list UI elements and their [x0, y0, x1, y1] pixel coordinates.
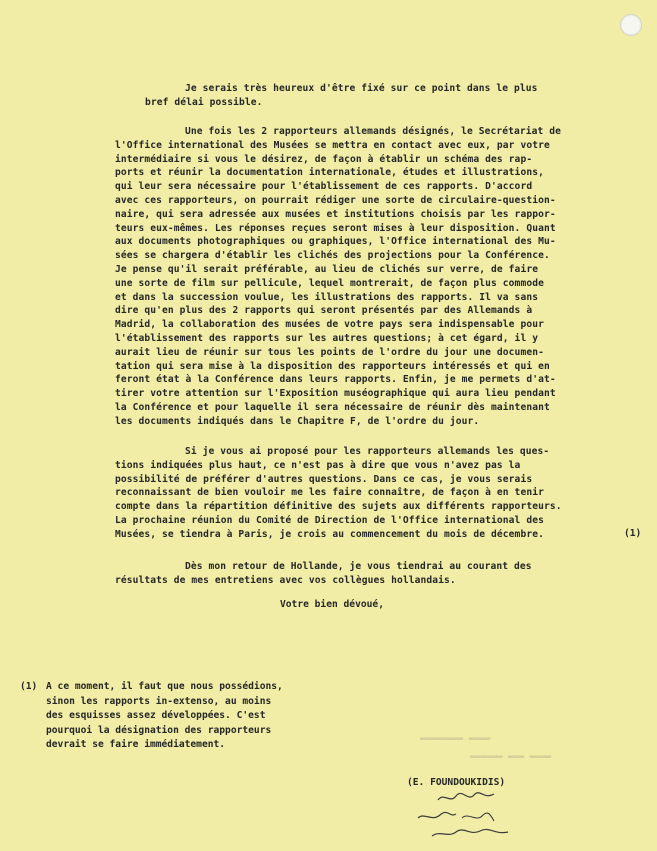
text-line: qui leur sera nécessaire pour l'établissement de ces rapports. D'accord [115, 181, 533, 193]
text-line: avec ces rapporteurs, on pourrait rédiger une sorte de circulaire-question- [115, 194, 556, 206]
text-line: l'établissement des rapports sur les autres questions; à cet égard, il y [115, 332, 539, 344]
signature-name: (E. FOUNDOUKIDIS) [407, 777, 506, 788]
paragraph-2 [115, 125, 562, 429]
text-line: naire, qui sera adressée aux musées et institutions choisis par les rappor- [115, 208, 556, 220]
handwritten-signature [410, 788, 520, 846]
text-line: Musées, se tiendra à Paris, je crois au commencement du mois de décembre. [115, 528, 544, 540]
text-line: dire qu'en plus des 2 rapports qui seront présentés par des Allemands à [115, 305, 533, 317]
text-line: bref délai possible. [145, 96, 263, 108]
footnote-line: des esquisses assez développées. C'est [46, 710, 266, 721]
footnote-line: A ce moment, il faut que nous possédions, [46, 681, 283, 692]
text-line: sées se chargera d'établir les clichés des projections pour la Conférence. [115, 250, 550, 262]
text-line: Je serais très heureux d'être fixé sur ce point dans le plus [185, 83, 538, 94]
text-line: intermédiaire si vous le désirez, de façon à établir un schéma des rap- [115, 153, 533, 165]
footnote-line: devrait se faire immédiatement. [46, 739, 226, 750]
text-line: résultats de mes entretiens avec vos collègues hollandais. [115, 574, 456, 586]
text-line: compte dans la répartition définitive des sujets aux différents rapporteurs. [115, 501, 562, 513]
text-line: Dès mon retour de Hollande, je vous tiendrai au courant des [185, 561, 532, 572]
text-line: teurs eux-mêmes. Les réponses reçues seront mises à leur disposition. Quant [115, 222, 556, 234]
closing-salutation: Votre bien dévoué, [280, 599, 384, 610]
text-line: Une fois les 2 rapporteurs allemands désignés, le Secrétariat de [185, 126, 562, 137]
text-line: aux documents photographiques ou graphiques, l'Office international des Mu- [115, 236, 556, 248]
footnote-line: sinon les rapports in-extenso, au moins [46, 695, 272, 707]
text-line: Madrid, la collaboration des musées de votre pays sera indispensable pour [115, 319, 544, 331]
footnote [20, 680, 283, 753]
text-line: la Conférence et pour laquelle il sera nécessaire de réunir dès maintenant [115, 401, 550, 413]
text-line: tirer votre attention sur l'Exposition muséographique qui aura lieu pendant [115, 388, 556, 400]
text-line: ports et réunir la documentation internationale, études et illustrations, [115, 167, 544, 179]
bleed-through-mark: ▬▬▬▬▬▬▬▬ ▬▬▬▬ [420, 734, 491, 744]
text-line: tation qui sera mise à la disposition des rapporteurs intéressés et qui en [115, 360, 550, 372]
paragraph-4 [115, 560, 532, 588]
text-line: aurait lieu de réunir sur tous les points de l'ordre du jour une documen- [115, 346, 544, 358]
footnote-line: pourquoi la désignation des rapporteurs [46, 724, 272, 736]
text-line: Si je vous ai proposé pour les rapporteurs allemands les ques- [185, 446, 550, 457]
text-line: les documents indiqués dans le Chapitre F, de l'ordre du jour. [115, 415, 480, 427]
bleed-through-mark: ▬▬▬▬▬▬ ▬▬▬ ▬▬▬▬ [470, 752, 552, 762]
paragraph-1 [145, 82, 538, 110]
text-line: possibilité de préférer d'autres questions. Dans ce cas, je vous serais [115, 473, 533, 485]
text-line: et dans la succession voulue, les illustrations des rapports. Il va sans [115, 291, 539, 303]
text-line: tions indiquées plus haut, ce n'est pas à dire que vous n'avez pas la [115, 459, 521, 471]
footnote-marker: (1) [20, 681, 38, 692]
text-line: La prochaine réunion du Comité de Direction de l'Office international des [115, 514, 544, 526]
text-line: une sorte de film sur pellicule, lequel montrerait, de façon plus commode [115, 277, 544, 289]
text-line: feront état à la Conférence dans leurs rapports. Enfin, je me permets d'at- [115, 374, 556, 386]
text-line: reconnaissant de bien vouloir me les faire connaître, de façon à en tenir [115, 487, 544, 499]
punch-hole [620, 14, 642, 36]
footnote-reference: (1) [624, 528, 642, 539]
text-line: Je pense qu'il serait préférable, au lieu de clichés sur verre, de faire [115, 263, 539, 275]
paragraph-3 [115, 445, 562, 542]
text-line: l'Office international des Musées se mettra en contact avec eux, par votre [115, 139, 550, 151]
